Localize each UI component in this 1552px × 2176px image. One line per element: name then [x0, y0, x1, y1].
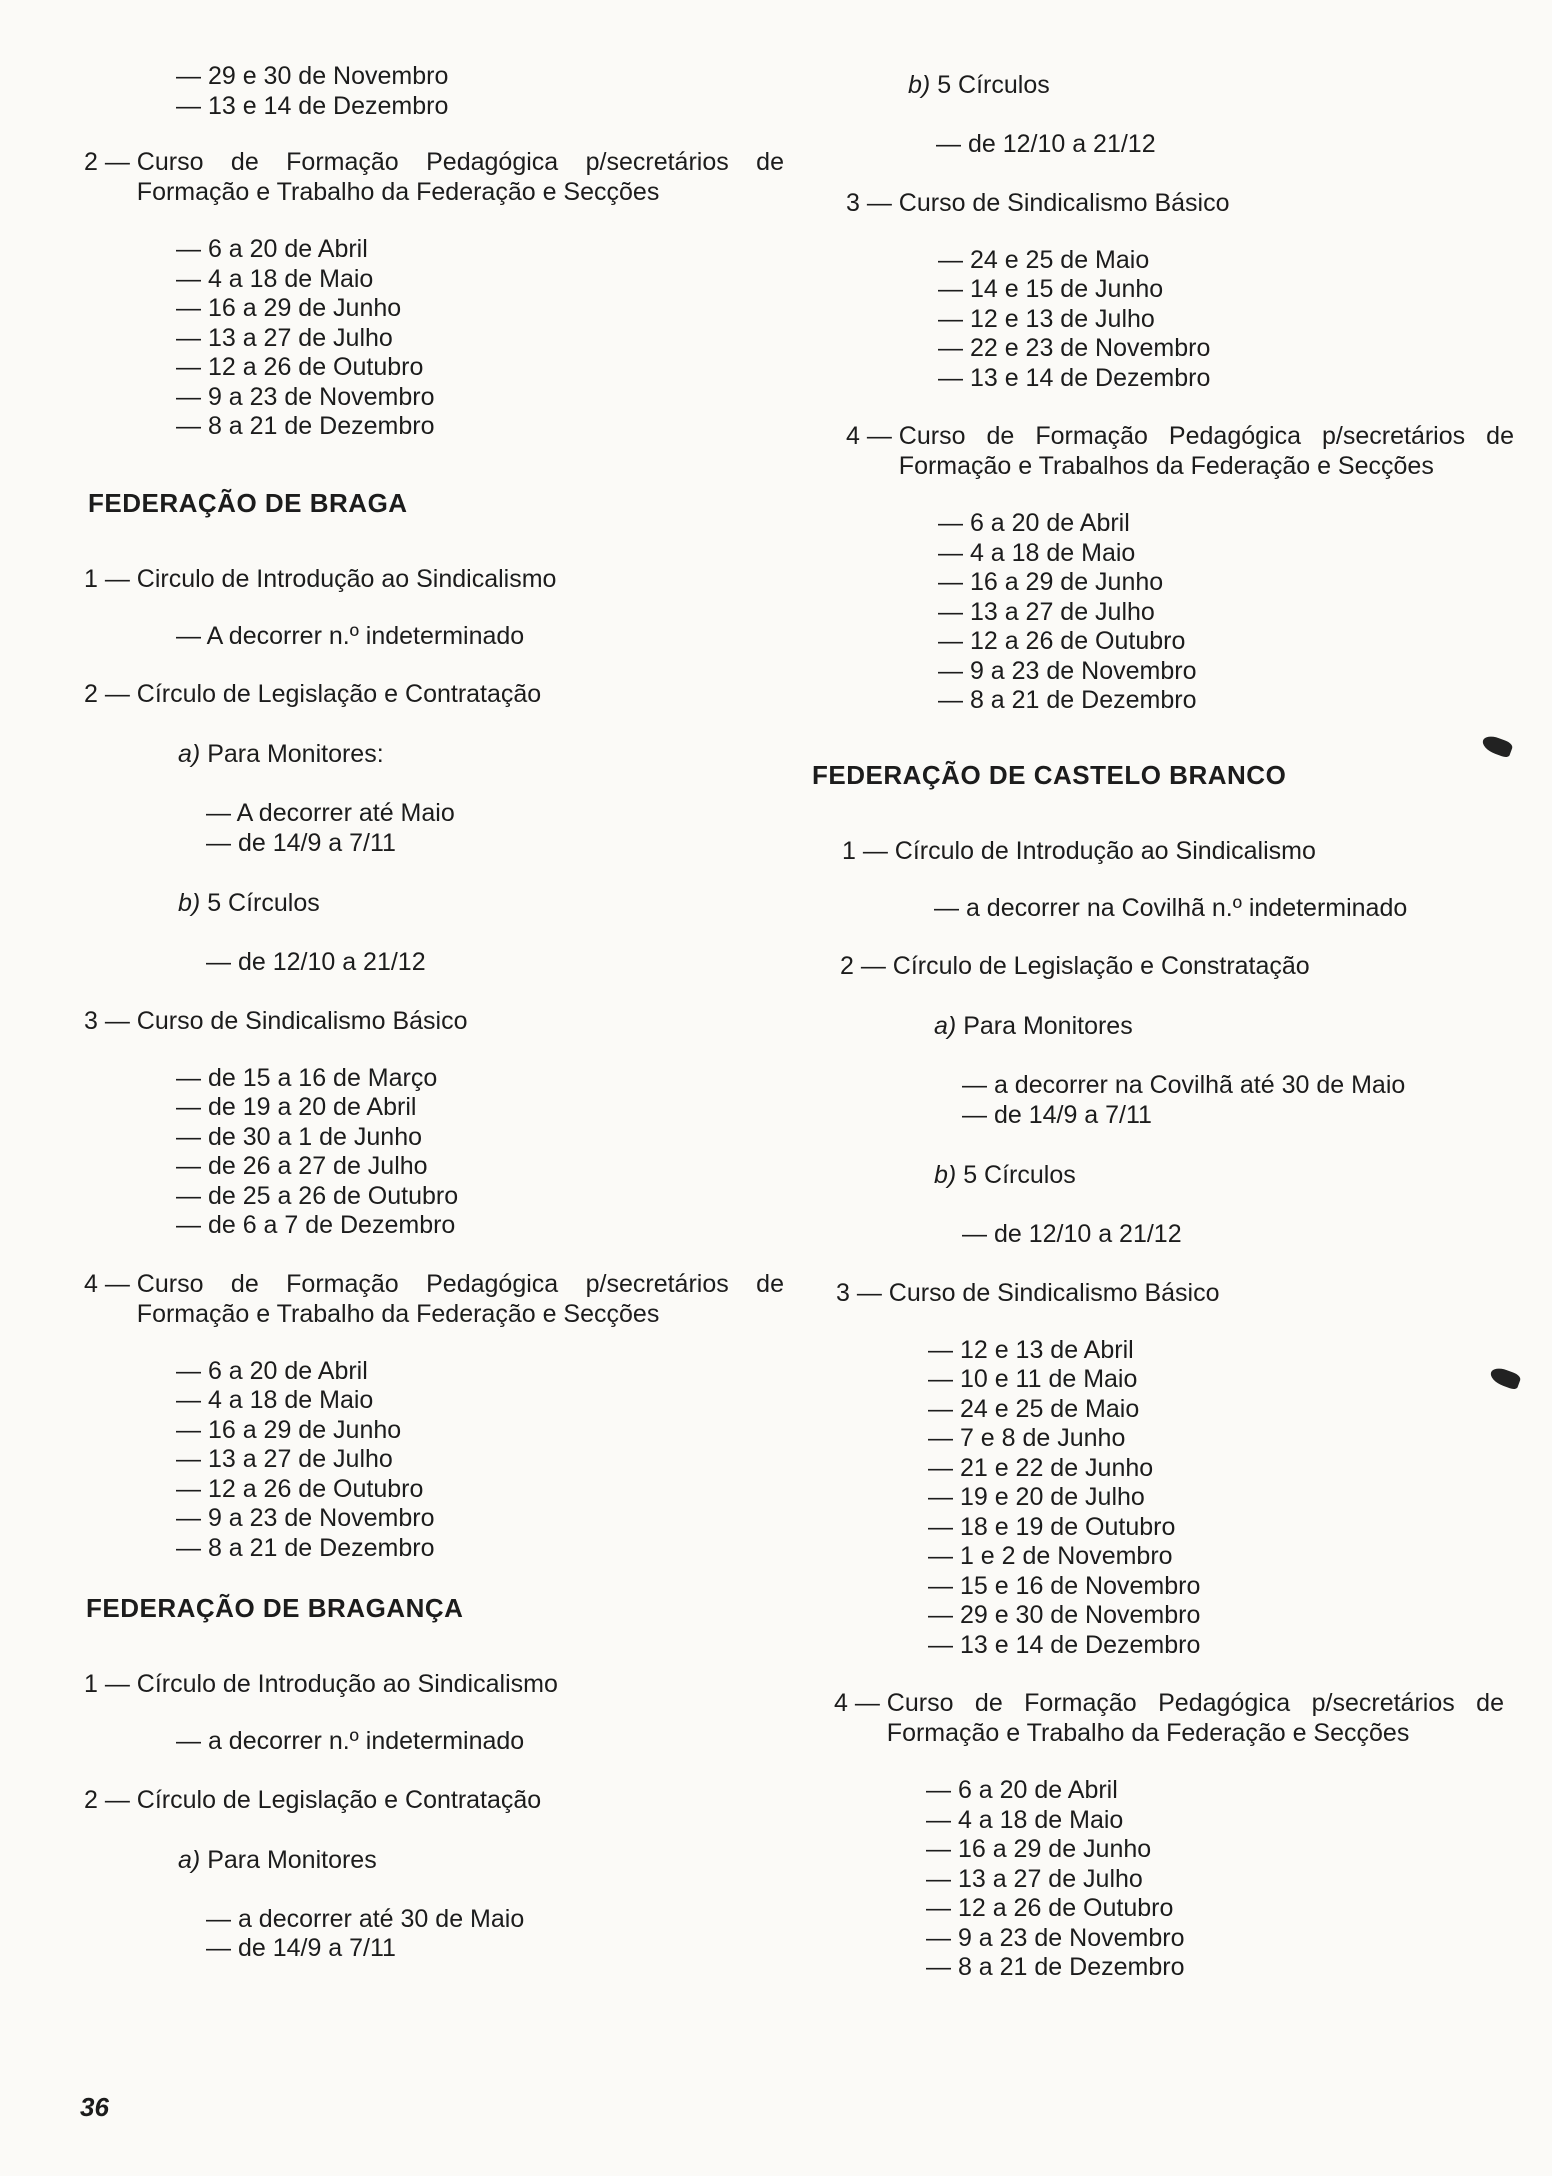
- date-line: — 9 a 23 de Novembro: [938, 656, 1197, 685]
- item-number: 1 —: [84, 564, 137, 593]
- course-item: [840, 951, 1512, 1250]
- date-line: — 9 a 23 de Novembro: [926, 1923, 1185, 1952]
- date-line: — 8 a 21 de Dezembro: [926, 1953, 1185, 1981]
- item-number: 3 —: [836, 1278, 889, 1307]
- date-list: [206, 799, 784, 858]
- date-line: — a decorrer n.º indeterminado: [176, 1727, 525, 1755]
- date-list: [206, 1905, 784, 1964]
- date-line: — 6 a 20 de Abril: [926, 1776, 1118, 1804]
- sub-text: Para Monitores: [963, 1012, 1133, 1040]
- date-line: — 18 e 19 de Outubro: [928, 1512, 1176, 1541]
- date-list: [936, 130, 1512, 160]
- date-line: — 6 a 20 de Abril: [938, 509, 1130, 537]
- course-item: [846, 188, 1512, 394]
- date-line: — 15 e 16 de Novembro: [928, 1571, 1201, 1600]
- date-line: — 13 e 14 de Dezembro: [928, 1630, 1201, 1659]
- date-line: — A decorrer até Maio: [206, 799, 455, 827]
- course-item: [836, 1278, 1512, 1661]
- date-line: — 13 a 27 de Julho: [176, 323, 393, 352]
- date-line: — de 12/10 a 21/12: [206, 948, 426, 976]
- date-line: — de 14/9 a 7/11: [206, 828, 396, 857]
- item-number: 4 —: [834, 1689, 887, 1717]
- federation-title: FEDERAÇÃO DE BRAGA: [88, 487, 408, 518]
- date-line: — de 12/10 a 21/12: [936, 130, 1156, 158]
- course-item: [84, 1269, 784, 1564]
- date-list: [962, 1220, 1512, 1250]
- course-item: [84, 1669, 784, 1757]
- date-list: [938, 509, 1514, 716]
- sub-label: b): [934, 1161, 957, 1189]
- date-line: — 13 a 27 de Julho: [926, 1864, 1143, 1893]
- item-title: Círculo de Introdução ao Sindicalismo: [894, 836, 1316, 865]
- date-list: [176, 1064, 784, 1241]
- sub-label: a): [178, 1845, 201, 1874]
- item-title: Circulo de Introdução ao Sindicalismo: [136, 564, 557, 593]
- sub-text: Para Monitores:: [207, 740, 384, 768]
- date-line: — 12 a 26 de Outubro: [176, 1474, 424, 1503]
- item-title: Círculo de Legislação e Contratação: [136, 680, 542, 708]
- item-title: Curso de Sindicalismo Básico: [898, 188, 1230, 217]
- page-number: 36: [80, 2092, 109, 2122]
- course-item: [846, 421, 1514, 716]
- date-line: — de 14/9 a 7/11: [962, 1100, 1152, 1129]
- item-title: Curso de Formação Pedagógica p/secretários de Formação e Trabalho da Federação e Secções: [886, 1689, 1504, 1747]
- item-title: Curso de Sindicalismo Básico: [888, 1278, 1220, 1307]
- sub-label: b): [178, 889, 201, 917]
- federation-title: FEDERAÇÃO DE BRAGANÇA: [86, 1593, 464, 1623]
- date-line: — 4 a 18 de Maio: [176, 1386, 374, 1414]
- item-number: 1 —: [84, 1670, 137, 1698]
- date-line: — 6 a 20 de Abril: [176, 1356, 368, 1385]
- date-line: — 29 e 30 de Novembro: [928, 1601, 1201, 1629]
- date-list: [176, 235, 784, 442]
- date-line: — 6 a 20 de Abril: [176, 235, 368, 263]
- date-list: [938, 246, 1512, 394]
- date-line: — 21 e 22 de Junho: [928, 1453, 1154, 1482]
- date-list: [176, 1357, 784, 1564]
- sub-item: [178, 888, 784, 978]
- date-line: — de 6 a 7 de Dezembro: [176, 1211, 456, 1239]
- date-line: — 19 e 20 de Julho: [928, 1483, 1145, 1511]
- item-title: Círculo de Legislação e Constratação: [892, 952, 1310, 980]
- sub-label: a): [934, 1012, 957, 1040]
- course-item: [84, 1785, 784, 1964]
- date-line: — 12 a 26 de Outubro: [938, 627, 1186, 655]
- date-line: — a decorrer até 30 de Maio: [206, 1904, 525, 1933]
- sub-label: b): [908, 71, 931, 99]
- item-title: Círculo de Legislação e Contratação: [136, 1785, 542, 1814]
- date-line: — 16 a 29 de Junho: [176, 1415, 402, 1444]
- date-line: — 4 a 18 de Maio: [926, 1805, 1124, 1834]
- item-number: 2 —: [84, 148, 137, 176]
- date-line: — 12 e 13 de Julho: [938, 304, 1155, 333]
- date-line: — 24 e 25 de Maio: [938, 245, 1150, 274]
- date-list: [928, 1336, 1512, 1661]
- course-item: [842, 836, 1512, 924]
- course-item: [84, 564, 784, 652]
- date-line: — 13 e 14 de Dezembro: [176, 91, 449, 120]
- item-number: 2 —: [84, 1785, 137, 1814]
- date-line: — 1 e 2 de Novembro: [928, 1542, 1173, 1570]
- left-column: [84, 62, 784, 1992]
- item-title: Círculo de Introdução ao Sindicalismo: [136, 1670, 558, 1698]
- date-line: — de 14/9 a 7/11: [206, 1934, 396, 1962]
- date-line: — 4 a 18 de Maio: [176, 264, 374, 293]
- date-line: — 16 a 29 de Junho: [926, 1835, 1152, 1863]
- sub-text: 5 Círculos: [207, 889, 320, 917]
- right-column: [812, 70, 1512, 2011]
- date-line: — 8 a 21 de Dezembro: [176, 1533, 435, 1562]
- date-line: — a decorrer na Covilhã n.º indeterminado: [934, 893, 1408, 922]
- item-title: Curso de Formação Pedagógica p/secretários de Formação e Trabalho da Federação e Secções: [136, 148, 784, 206]
- federation-title: FEDERAÇÃO DE CASTELO BRANCO: [812, 759, 1287, 790]
- date-line: — de 26 a 27 de Julho: [176, 1152, 428, 1180]
- date-line: — 10 e 11 de Maio: [928, 1365, 1138, 1393]
- item-number: 3 —: [84, 1006, 137, 1035]
- date-line: — 29 e 30 de Novembro: [176, 62, 449, 90]
- item-title: Curso de Sindicalismo Básico: [136, 1006, 468, 1035]
- date-line: — 8 a 21 de Dezembro: [176, 412, 435, 440]
- item-title: Curso de Formação Pedagógica p/secretários de Formação e Trabalhos da Federação e Secções: [898, 422, 1514, 480]
- date-line: — 16 a 29 de Junho: [938, 568, 1164, 596]
- date-list: [206, 948, 784, 978]
- sub-item: [908, 70, 1512, 160]
- item-number: 2 —: [84, 680, 137, 708]
- date-line: — 14 e 15 de Junho: [938, 275, 1164, 303]
- date-list: [176, 622, 784, 652]
- sub-item: [934, 1160, 1512, 1250]
- sub-item: [178, 1845, 784, 1964]
- date-line: — de 30 a 1 de Junho: [176, 1122, 423, 1151]
- date-line: — 9 a 23 de Novembro: [176, 382, 435, 411]
- sub-text: 5 Círculos: [937, 71, 1050, 99]
- date-line: — 13 a 27 de Julho: [176, 1445, 393, 1473]
- sub-text: Para Monitores: [207, 1845, 377, 1874]
- date-line: — 16 a 29 de Junho: [176, 294, 402, 322]
- date-line: — 12 a 26 de Outubro: [926, 1894, 1174, 1922]
- item-number: 1 —: [842, 836, 895, 865]
- date-line: — 8 a 21 de Dezembro: [938, 686, 1197, 714]
- item-number: 4 —: [84, 1269, 137, 1298]
- date-line: — A decorrer n.º indeterminado: [176, 621, 525, 650]
- sub-item: [178, 739, 784, 858]
- course-item: [84, 1006, 784, 1241]
- date-line: — 24 e 25 de Maio: [928, 1394, 1140, 1423]
- date-line: — de 12/10 a 21/12: [962, 1220, 1182, 1248]
- sub-text: 5 Círculos: [963, 1161, 1076, 1189]
- date-line: — 13 a 27 de Julho: [938, 597, 1155, 626]
- item-number: 2 —: [840, 952, 893, 980]
- date-list: [176, 1727, 784, 1757]
- date-list: [926, 1776, 1504, 1983]
- date-line: — a decorrer na Covilhã até 30 de Maio: [962, 1071, 1406, 1099]
- course-item: [834, 1688, 1504, 1983]
- date-line: — de 19 a 20 de Abril: [176, 1093, 417, 1121]
- date-line: — 13 e 14 de Dezembro: [938, 363, 1211, 392]
- date-line: — 22 e 23 de Novembro: [938, 334, 1211, 362]
- date-line: — 12 a 26 de Outubro: [176, 353, 424, 381]
- item-title: Curso de Formação Pedagógica p/secretários de Formação e Trabalho da Federação e Secções: [136, 1269, 784, 1328]
- sub-label: a): [178, 740, 201, 768]
- date-line: — 4 a 18 de Maio: [938, 538, 1136, 567]
- date-line: — 9 a 23 de Novembro: [176, 1504, 435, 1532]
- date-line: — 7 e 8 de Junho: [928, 1424, 1126, 1452]
- date-line: — de 25 a 26 de Outubro: [176, 1181, 459, 1210]
- date-list: [176, 62, 784, 121]
- sub-item: [934, 1011, 1512, 1130]
- item-number: 4 —: [846, 422, 899, 450]
- course-item: [84, 147, 784, 442]
- date-line: — de 15 a 16 de Março: [176, 1063, 438, 1092]
- item-number: 3 —: [846, 188, 899, 217]
- date-line: — 12 e 13 de Abril: [928, 1335, 1134, 1364]
- date-list: [934, 894, 1512, 924]
- date-list: [962, 1071, 1512, 1130]
- course-item: [84, 679, 784, 978]
